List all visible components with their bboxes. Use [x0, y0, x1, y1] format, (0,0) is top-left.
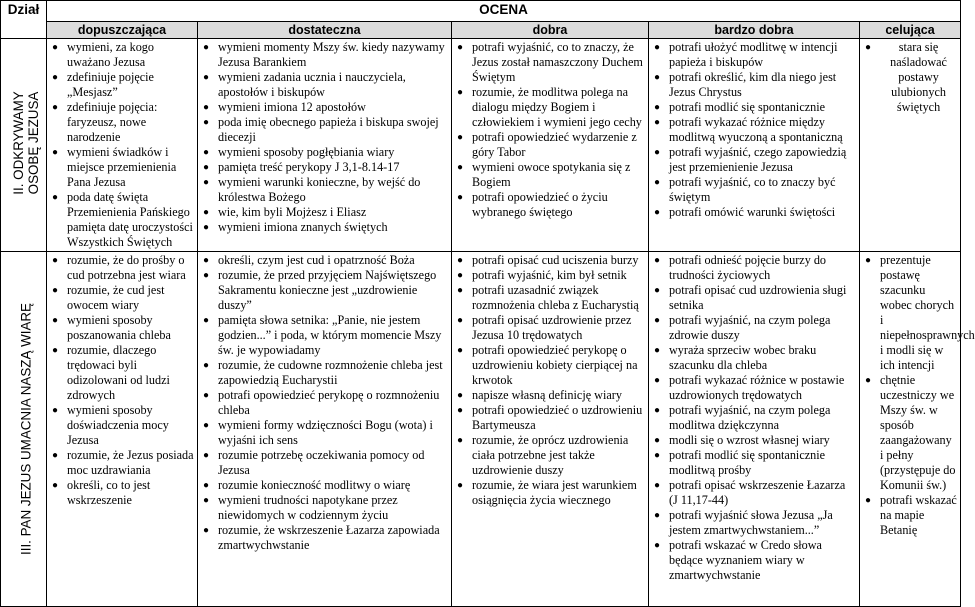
- list-item: ● wymieni formy wdzięczności Bogu (wota) i wyjaśni ich sens: [218, 418, 448, 448]
- list-item: ● potrafi wyjaśnić, co to znaczy być świętym: [669, 175, 856, 205]
- list-item: ● wymieni trudności napotykane przez niewidomych w codziennym życiu: [218, 493, 448, 523]
- list-item: ● rozumie, że wskrzeszenie Łazarza zapowiada zmartwychwstanie: [218, 523, 448, 553]
- list-item: ● potrafi opowiedzieć perykopę o uzdrowieniu kobiety cierpiącej na krwotok: [472, 343, 645, 388]
- list-item: ● wymieni warunki konieczne, by wejść do królestwa Bożego: [218, 175, 448, 205]
- cell-dobra: [452, 252, 649, 607]
- list-item: ● potrafi wyjaśnić, na czym polega modlitwa dziękczynna: [669, 403, 856, 433]
- list-item: ● potrafi opowiedzieć o uzdrowieniu Bartymeusza: [472, 403, 645, 433]
- grade-header-bardzo-dobra: bardzo dobra: [649, 22, 860, 39]
- list-item: ● potrafi modlić się spontanicznie modlitwą prośby: [669, 448, 856, 478]
- dzial-header: Dział: [1, 1, 47, 39]
- list-item: ● wyraża sprzeciw wobec braku szacunku dla chleba: [669, 343, 856, 373]
- list-item: ● potrafi modlić się spontanicznie: [669, 100, 856, 115]
- list-item: ● potrafi ułożyć modlitwę w intencji papieża i biskupów: [669, 40, 856, 70]
- list-item: ● rozumie, że przed przyjęciem Najświętszego Sakramentu konieczne jest „uzdrowienie duszy”: [218, 268, 448, 313]
- list-item: ● potrafi odnieść pojęcie burzy do trudności życiowych: [669, 253, 856, 283]
- list-item: ● rozumie konieczność modlitwy o wiarę: [218, 478, 448, 493]
- list-item: ● określi, co to jest wskrzeszenie: [67, 478, 194, 508]
- section-title: [19, 303, 34, 555]
- cell-bardzo-dobra: [649, 39, 860, 252]
- list-item: ● potrafi wskazać na mapie Betanię: [880, 493, 957, 538]
- list-item: ● potrafi wyjaśnić słowa Jezusa „Ja jestem zmartwychwstaniem...”: [669, 508, 856, 538]
- list-item: ● potrafi wykazać różnice między modlitwą wyuczoną a spontaniczną: [669, 115, 856, 145]
- list-item: ● potrafi określić, kim dla niego jest Jezus Chrystus: [669, 70, 856, 100]
- section-title-line: II. ODKRYWAMY: [11, 91, 26, 195]
- cell-celujaca: [860, 39, 961, 252]
- list-item: ● rozumie, dlaczego trędowaci byli odizolowani od ludzi zdrowych: [67, 343, 194, 403]
- list-item: ● rozumie, że modlitwa polega na dialogu między Bogiem i człowiekiem i wymieni jego cechy: [472, 85, 645, 130]
- list-item: ● wymieni sposoby poszanowania chleba: [67, 313, 194, 343]
- list-item: ● potrafi wskazać w Credo słowa będące wyznaniem wiary w zmartwychwstanie: [669, 538, 856, 583]
- list-item: ● pamięta słowa setnika: „Panie, nie jestem godzien...” i poda, w którym momencie Mszy św. je wypowiadamy: [218, 313, 448, 358]
- cell-dobra: [452, 39, 649, 252]
- cell-bardzo-dobra: [649, 252, 860, 607]
- list-item: ● rozumie, że do prośby o cud potrzebna jest wiara: [67, 253, 194, 283]
- list-item: ● chętnie uczestniczy we Mszy św. w sposób zaangażowany i pełny (przystępuje do Komunii św.): [880, 373, 957, 493]
- list-item: ● rozumie, że wiara jest warunkiem osiągnięcia życia wiecznego: [472, 478, 645, 508]
- list-item: ● potrafi wykazać różnice w postawie uzdrowionych trędowatych: [669, 373, 856, 403]
- list-item: ● wymieni owoce spotykania się z Bogiem: [472, 160, 645, 190]
- list-item: ● poda datę święta Przemienienia Pańskiego pamięta datę uroczystości Wszystkich Świętych: [67, 190, 194, 250]
- list-item: ● wymieni, za kogo uważano Jezusa: [67, 40, 194, 70]
- grade-header-celujaca: celująca: [860, 22, 961, 39]
- list-item: ● rozumie, że Jezus posiada moc uzdrawiania: [67, 448, 194, 478]
- list-item: ● modli się o wzrost własnej wiary: [669, 433, 856, 448]
- list-item: ● wymieni momenty Mszy św. kiedy nazywamy Jezusa Barankiem: [218, 40, 448, 70]
- list-item: ● potrafi wyjaśnić, czego zapowiedzią jest przemienienie Jezusa: [669, 145, 856, 175]
- section-title-line: OSOBĘ JEZUSA: [26, 91, 41, 195]
- list-item: ● napisze własną definicję wiary: [472, 388, 645, 403]
- grade-header-dopuszczajaca: dopuszczająca: [47, 22, 198, 39]
- ocena-header: OCENA: [47, 1, 961, 22]
- list-item: ● potrafi wyjaśnić, na czym polega zdrowie duszy: [669, 313, 856, 343]
- list-item: ● rozumie potrzebę oczekiwania pomocy od Jezusa: [218, 448, 448, 478]
- section-title-line: III. PAN JEZUS UMACNIA NASZĄ WIARĘ: [18, 303, 34, 555]
- list-item: ● wymieni imiona 12 apostołów: [218, 100, 448, 115]
- section-title-cell: [1, 39, 47, 252]
- cell-dostateczna: [198, 252, 452, 607]
- list-item: ● potrafi opowiedzieć wydarzenie z góry Tabor: [472, 130, 645, 160]
- list-item: ● pamięta treść perykopy J 3,1-8.14-17: [218, 160, 448, 175]
- list-item: ● zdefiniuje pojęcia: faryzeusz, nowe narodzenie: [67, 100, 194, 145]
- list-item: ● potrafi opisać wskrzeszenie Łazarza (J 11,17-44): [669, 478, 856, 508]
- list-item: ● poda imię obecnego papieża i biskupa swojej diecezji: [218, 115, 448, 145]
- list-item: ● prezentuje postawę szacunku wobec chorych i niepełnosprawnych i modli się w ich intencji: [880, 253, 957, 373]
- list-item: ● wymieni sposoby pogłębiania wiary: [218, 145, 448, 160]
- grade-header-dobra: dobra: [452, 22, 649, 39]
- list-item: ● rozumie, że cud jest owocem wiary: [67, 283, 194, 313]
- list-item: ● potrafi omówić warunki świętości: [669, 205, 856, 220]
- cell-dopuszczajaca: [47, 39, 198, 252]
- list-item: ● wymieni sposoby doświadczenia mocy Jezusa: [67, 403, 194, 448]
- section-title: [11, 91, 41, 194]
- list-item: ● rozumie, że cudowne rozmnożenie chleba jest zapowiedzią Eucharystii: [218, 358, 448, 388]
- list-item: ● stara się naśladować postawy ulubionych świętych: [880, 40, 957, 115]
- list-item: ● wymieni imiona znanych świętych: [218, 220, 448, 235]
- cell-celujaca: [860, 252, 975, 607]
- list-item: ● potrafi wyjaśnić, kim był setnik: [472, 268, 645, 283]
- list-item: ● potrafi uzasadnić związek rozmnożenia chleba z Eucharystią: [472, 283, 645, 313]
- section-row-2: [1, 252, 961, 607]
- list-item: ● wymieni świadków i miejsce przemienienia Pana Jezusa: [67, 145, 194, 190]
- list-item: ● potrafi opowiedzieć perykopę o rozmnożeniu chleba: [218, 388, 448, 418]
- cell-dostateczna: [198, 39, 452, 252]
- list-item: ● rozumie, że oprócz uzdrowienia ciała potrzebne jest także uzdrowienie duszy: [472, 433, 645, 478]
- section-row-1: [1, 39, 961, 252]
- list-item: ● potrafi opisać uzdrowienie przez Jezusa 10 trędowatych: [472, 313, 645, 343]
- cell-dopuszczajaca: [47, 252, 198, 607]
- section-title-cell: [1, 252, 47, 607]
- list-item: ● wymieni zadania ucznia i nauczyciela, apostołów i biskupów: [218, 70, 448, 100]
- list-item: ● potrafi opisać cud uciszenia burzy: [472, 253, 645, 268]
- list-item: ● potrafi opisać cud uzdrowienia sługi setnika: [669, 283, 856, 313]
- list-item: ● wie, kim byli Mojżesz i Eliasz: [218, 205, 448, 220]
- list-item: ● potrafi wyjaśnić, co to znaczy, że Jezus został namaszczony Duchem Świętym: [472, 40, 645, 85]
- list-item: ● zdefiniuje pojęcie „Mesjasz”: [67, 70, 194, 100]
- list-item: ● potrafi opowiedzieć o życiu wybranego świętego: [472, 190, 645, 220]
- list-item: ● określi, czym jest cud i opatrzność Boża: [218, 253, 448, 268]
- grade-header-dostateczna: dostateczna: [198, 22, 452, 39]
